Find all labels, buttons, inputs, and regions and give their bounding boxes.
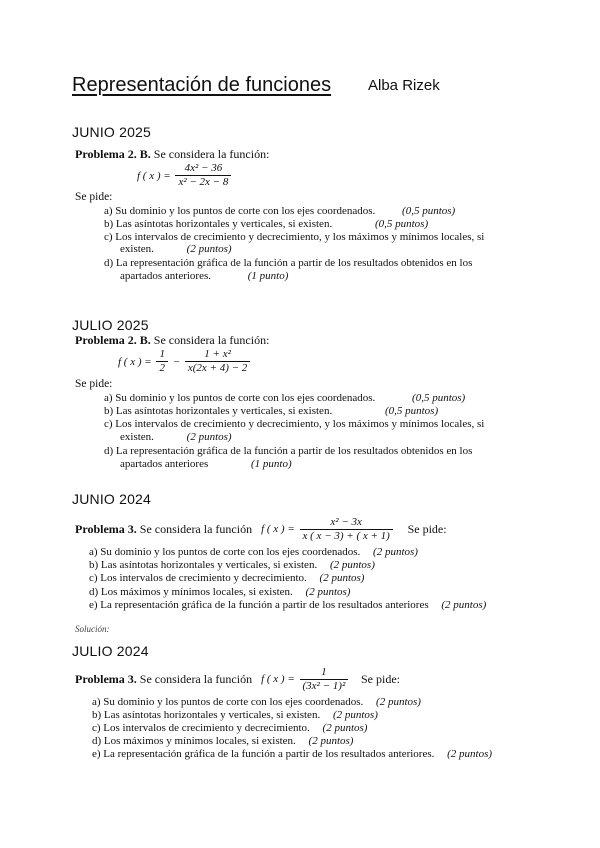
function-formula [261, 515, 398, 542]
numerator: 1 [156, 348, 168, 362]
list-item: b) Las asíntotas horizontales y verticales, si existen. (0,5 puntos) [104, 405, 439, 417]
numerator: 1 [300, 666, 349, 680]
denominator: x² − 2x − 8 [178, 176, 229, 188]
denominator: x ( x − 3) + ( x + 1) [302, 529, 390, 542]
function-lhs: f ( x ) = [118, 355, 152, 368]
function-lhs: f ( x ) = [137, 169, 171, 182]
fraction [185, 348, 250, 375]
se-pide: Se pide: [361, 671, 400, 686]
numerator: 4x² − 36 [175, 162, 231, 176]
problem-intro: Se considera la función [139, 672, 253, 686]
problem-statement [75, 333, 269, 348]
list-item: d) La representación gráfica de la función a partir de los resultados obtenidos en los [104, 445, 473, 457]
se-pide: Se pide: [75, 191, 113, 203]
list-item: c) Los intervalos de crecimiento y decrecimiento. (2 puntos) [92, 722, 368, 734]
se-pide: Se pide: [407, 521, 447, 536]
list-item: a) Su dominio y los puntos de corte con los ejes coordenados. (0,5 puntos) [104, 205, 456, 217]
list-item: d) Los máximos y mínimos locales, si existen. (2 puntos) [89, 586, 351, 598]
numerator: x² − 3x [300, 516, 393, 530]
list-item: b) Las asíntotas horizontales y verticales, si existen. (2 puntos) [92, 709, 378, 721]
minus-sign: − [172, 355, 181, 368]
function-formula [137, 162, 233, 189]
list-item: b) Las asíntotas horizontales y verticales, si existen. (2 puntos) [89, 559, 375, 571]
list-item: c) Los intervalos de crecimiento y decrecimiento, y los máximos y mínimos locales, si [104, 418, 485, 430]
section-date: JULIO 2024 [72, 643, 149, 659]
problem-label: Problema 2. B. [75, 147, 151, 161]
list-item: b) Las asíntotas horizontales y verticales, si existen. (0,5 puntos) [104, 218, 429, 230]
problem-intro: Se considera la función: [153, 333, 270, 347]
denominator: (3x² − 1)² [302, 679, 346, 692]
section-date: JUNIO 2024 [72, 491, 152, 507]
function-lhs: f ( x ) = [261, 523, 295, 536]
list-item: c) Los intervalos de crecimiento y decrecimiento. (2 puntos) [89, 572, 365, 584]
list-item: d) La representación gráfica de la función a partir de los resultados obtenidos en los [104, 257, 473, 269]
problem-intro: Se considera la función [139, 522, 253, 536]
problem-label: Problema 2. B. [75, 333, 151, 347]
numerator: 1 + x² [185, 348, 250, 362]
list-item-continuation: existen. (2 puntos) [120, 243, 232, 255]
fraction [175, 162, 231, 189]
list-item: d) Los máximos y mínimos locales, si existen. (2 puntos) [92, 735, 354, 747]
list-item: c) Los intervalos de crecimiento y decrecimiento, y los máximos y mínimos locales, si [104, 231, 485, 243]
page-title: Representación de funciones [72, 74, 332, 96]
section-date: JULIO 2025 [72, 317, 149, 333]
problem-intro: Se considera la función: [153, 147, 270, 161]
list-item-continuation: apartados anteriores. (1 punto) [120, 270, 289, 282]
denominator: 2 [159, 362, 165, 374]
list-item: e) La representación gráfica de la función a partir de los resultados anteriores (2 puntos) [89, 599, 487, 611]
list-item: a) Su dominio y los puntos de corte con los ejes coordenados. (2 puntos) [89, 546, 418, 558]
problem-statement [75, 147, 269, 162]
fraction [156, 348, 168, 375]
fraction [300, 666, 349, 693]
list-item: a) Su dominio y los puntos de corte con los ejes coordenados. (2 puntos) [92, 696, 421, 708]
list-item-continuation: existen. (2 puntos) [120, 431, 232, 443]
author-name: Alba Rizek [368, 77, 440, 94]
problem-label: Problema 3. [75, 522, 137, 536]
section-date: JUNIO 2025 [72, 124, 152, 140]
se-pide: Se pide: [75, 378, 113, 390]
function-lhs: f ( x ) = [261, 673, 295, 686]
list-item: a) Su dominio y los puntos de corte con los ejes coordenados. (0,5 puntos) [104, 392, 466, 404]
list-item: e) La representación gráfica de la función a partir de los resultados anteriores. (2 puntos) [92, 748, 493, 760]
problem-statement [75, 661, 400, 697]
problem-statement [75, 511, 447, 547]
solution-label: Solución: [75, 624, 110, 634]
list-item-continuation: apartados anteriores (1 punto) [120, 458, 292, 470]
problem-label: Problema 3. [75, 672, 137, 686]
function-formula [261, 665, 353, 692]
denominator: x(2x + 4) − 2 [187, 362, 248, 374]
function-formula [118, 348, 252, 375]
fraction [300, 516, 393, 543]
